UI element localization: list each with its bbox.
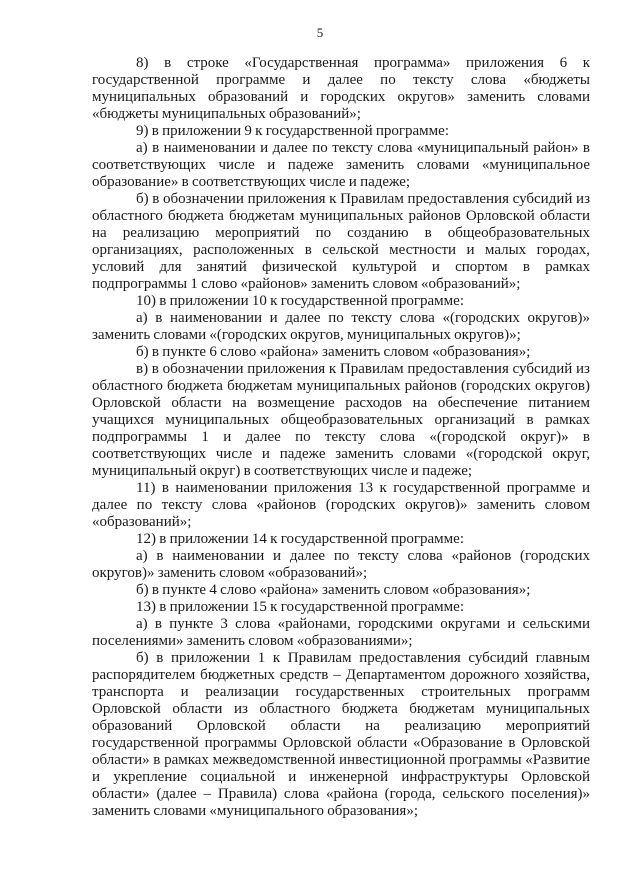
- paragraph: б) в пункте 4 слово «района» заменить словом «образования»;: [136, 582, 531, 598]
- paragraph: а) в наименовании и далее по тексту слова «муниципальный район» в соответствующих числе и падеже заменить словами «муниципальное образование» в соответствующих числе и падеже;: [92, 140, 590, 190]
- paragraph: 12) в приложении 14 к государственной программе:: [136, 531, 464, 547]
- paragraph: а) в пункте 3 слова «районами, городскими округами и сельскими поселениями» заменить словом «образованиями»;: [92, 616, 590, 649]
- document-body: [92, 55, 590, 820]
- paragraph: 9) в приложении 9 к государственной программе:: [136, 123, 449, 139]
- paragraph: 8) в строке «Государственная программа» приложения 6 к государственной программе и далее по тексту слова «бюджеты муниципальных образований и городских округов» заменить словами «бюджеты муниципальных образований»;: [92, 55, 590, 122]
- paragraph: а) в наименовании и далее по тексту слова «районов (городских округов)» заменить словом «образований»;: [92, 548, 590, 581]
- paragraph: 11) в наименовании приложения 13 к государственной программе и далее по тексту слова «районов (городских округов)» заменить словом «образований»;: [92, 480, 590, 530]
- paragraph: 13) в приложении 15 к государственной программе:: [136, 599, 464, 615]
- paragraph: а) в наименовании и далее по тексту слова «(городских округов)» заменить словами «(городских округов, муниципальных округов)»;: [92, 310, 590, 343]
- paragraph: в) в обозначении приложения к Правилам предоставления субсидий из областного бюджета бюджетам муниципальных районов (городских округов) Орловской области на возмещение расходов на обеспечение питанием учащихся муниципальных общеобразовательных организаций в рамках подпрограммы 1 и далее по тексту слова «(городской округ)» в соответствующих числе и падеже заменить словами «(городской округ, муниципальный округ) в соответствующих числе и падеже;: [92, 361, 590, 479]
- paragraph: б) в приложении 1 к Правилам предоставления субсидий главным распорядителем бюджетных средств – Департаментом дорожного хозяйства, транспорта и реализации государственных строительных программ Орловской области из областного бюджета бюджетам муниципальных образований Орловской области на реализацию мероприятий государственной программы Орловской области «Образование в Орловской области» в рамках межведомственной инвестиционной программы «Развитие и укрепление социальной и инженерной инфраструктуры Орловской области» (далее – Правила) слова «района (города, сельского поселения)» заменить словами «муниципального образования»;: [92, 650, 590, 819]
- paragraph: 10) в приложении 10 к государственной программе:: [136, 293, 464, 309]
- paragraph: б) в обозначении приложения к Правилам предоставления субсидий из областного бюджета бюджетам муниципальных районов Орловской области на реализацию мероприятий по созданию в общеобразовательных организациях, расположенных в сельской местности и малых городах, условий для занятий физической культурой и спортом в рамках подпрограммы 1 слово «районов» заменить словом «образований»;: [92, 191, 590, 292]
- paragraph: б) в пункте 6 слово «района» заменить словом «образования»;: [136, 344, 531, 360]
- page-number: 5: [316, 25, 324, 40]
